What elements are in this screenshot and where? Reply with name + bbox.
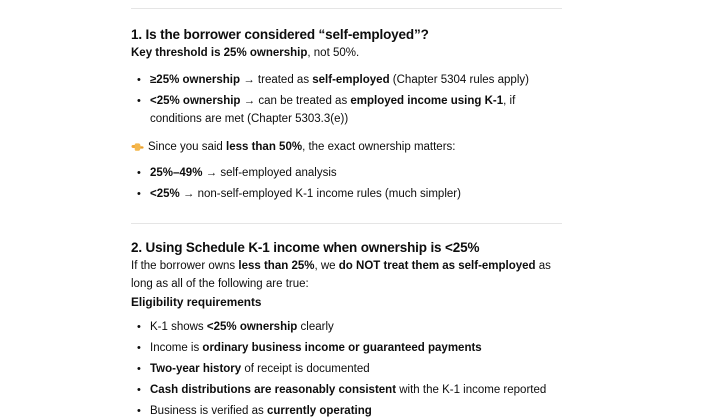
bullet-pre-text: K-1 shows: [150, 321, 207, 333]
section-2-paragraph: [131, 257, 562, 293]
section-1-lead-rest: , not 50%.: [307, 47, 360, 59]
top-spacer: [131, 0, 562, 8]
bullet-bold-lead: 25%–49%: [150, 167, 203, 179]
section-1-lead-bold: Key threshold is 25% ownership: [131, 47, 308, 59]
bullet-bold-lead: <25% ownership: [150, 95, 241, 107]
section-1: [131, 9, 562, 203]
paragraph-post-text: as long as all of the following are true:: [131, 260, 551, 290]
list-item: [131, 185, 562, 203]
bullet-bold-text: ordinary business income or guaranteed payments: [202, 342, 482, 354]
bullet-tail-text: → non-self-employed K-1 income rules (much simpler): [179, 188, 461, 200]
bullet-post-text: of receipt is documented: [241, 363, 370, 375]
bullet-bold-text: <25% ownership: [206, 321, 298, 333]
section-1-heading: 1. Is the borrower considered “self-employed”?: [131, 27, 429, 42]
section-1-secondary-bullet-list: [131, 164, 562, 203]
bullet-bold-text: currently operating: [266, 405, 372, 417]
list-item: [131, 71, 562, 89]
eligibility-requirements-list: [131, 318, 562, 420]
section-2-heading-wrap: [131, 224, 562, 257]
bullet-bold-text: Cash distributions are reasonably consistent: [150, 384, 397, 396]
bullet-pre-text: Business is verified as: [150, 405, 267, 417]
section-1-callout: [131, 138, 562, 156]
bullet-bold-lead: ≥25% ownership: [150, 74, 241, 86]
callout-post-text: , the exact ownership matters:: [302, 141, 456, 153]
bullet-mid-text: → treated as: [240, 74, 313, 86]
section-2: [131, 224, 562, 420]
pointing-finger-right-icon: [131, 141, 144, 153]
list-item: [131, 381, 562, 399]
section-1-lead-paragraph: [131, 44, 562, 62]
list-item: [131, 92, 562, 128]
list-item: [131, 318, 562, 336]
bullet-tail-text: → self-employed analysis: [202, 167, 337, 179]
eligibility-requirements-subheading: Eligibility requirements: [131, 295, 262, 309]
bullet-tail-text: , if conditions are met (Chapter 5303.3(e)): [150, 95, 516, 125]
bullet-bold-lead: <25%: [150, 188, 180, 200]
section-2-heading: 2. Using Schedule K-1 income when ownership is <25%: [131, 240, 480, 255]
paragraph-pre-text: If the borrower owns: [131, 260, 239, 272]
section-1-primary-bullet-list: [131, 71, 562, 128]
list-item: [131, 339, 562, 357]
bullet-bold-term: self-employed: [312, 74, 390, 86]
paragraph-bold-threshold: less than 25%: [238, 260, 315, 272]
list-item: [131, 360, 562, 378]
callout-pre-text: Since you said: [148, 141, 226, 153]
bullet-mid-text: → can be treated as: [240, 95, 351, 107]
paragraph-bold-rule: do NOT treat them as self-employed: [338, 260, 536, 272]
bullet-tail-text: (Chapter 5304 rules apply): [389, 74, 529, 86]
section-gap-spacer: [131, 203, 562, 223]
bullet-bold-term: employed income using K-1: [350, 95, 504, 107]
list-item: [131, 402, 562, 420]
callout-bold-text: less than 50%: [226, 141, 303, 153]
bullet-bold-text: Two-year history: [150, 363, 242, 375]
bullet-post-text: with the K-1 income reported: [396, 384, 547, 396]
section-1-heading-wrap: [131, 9, 562, 44]
paragraph-mid-text: , we: [314, 260, 339, 272]
bullet-post-text: clearly: [297, 321, 334, 333]
content-column: [131, 0, 562, 420]
list-item: [131, 164, 562, 182]
bullet-pre-text: Income is: [150, 342, 203, 354]
